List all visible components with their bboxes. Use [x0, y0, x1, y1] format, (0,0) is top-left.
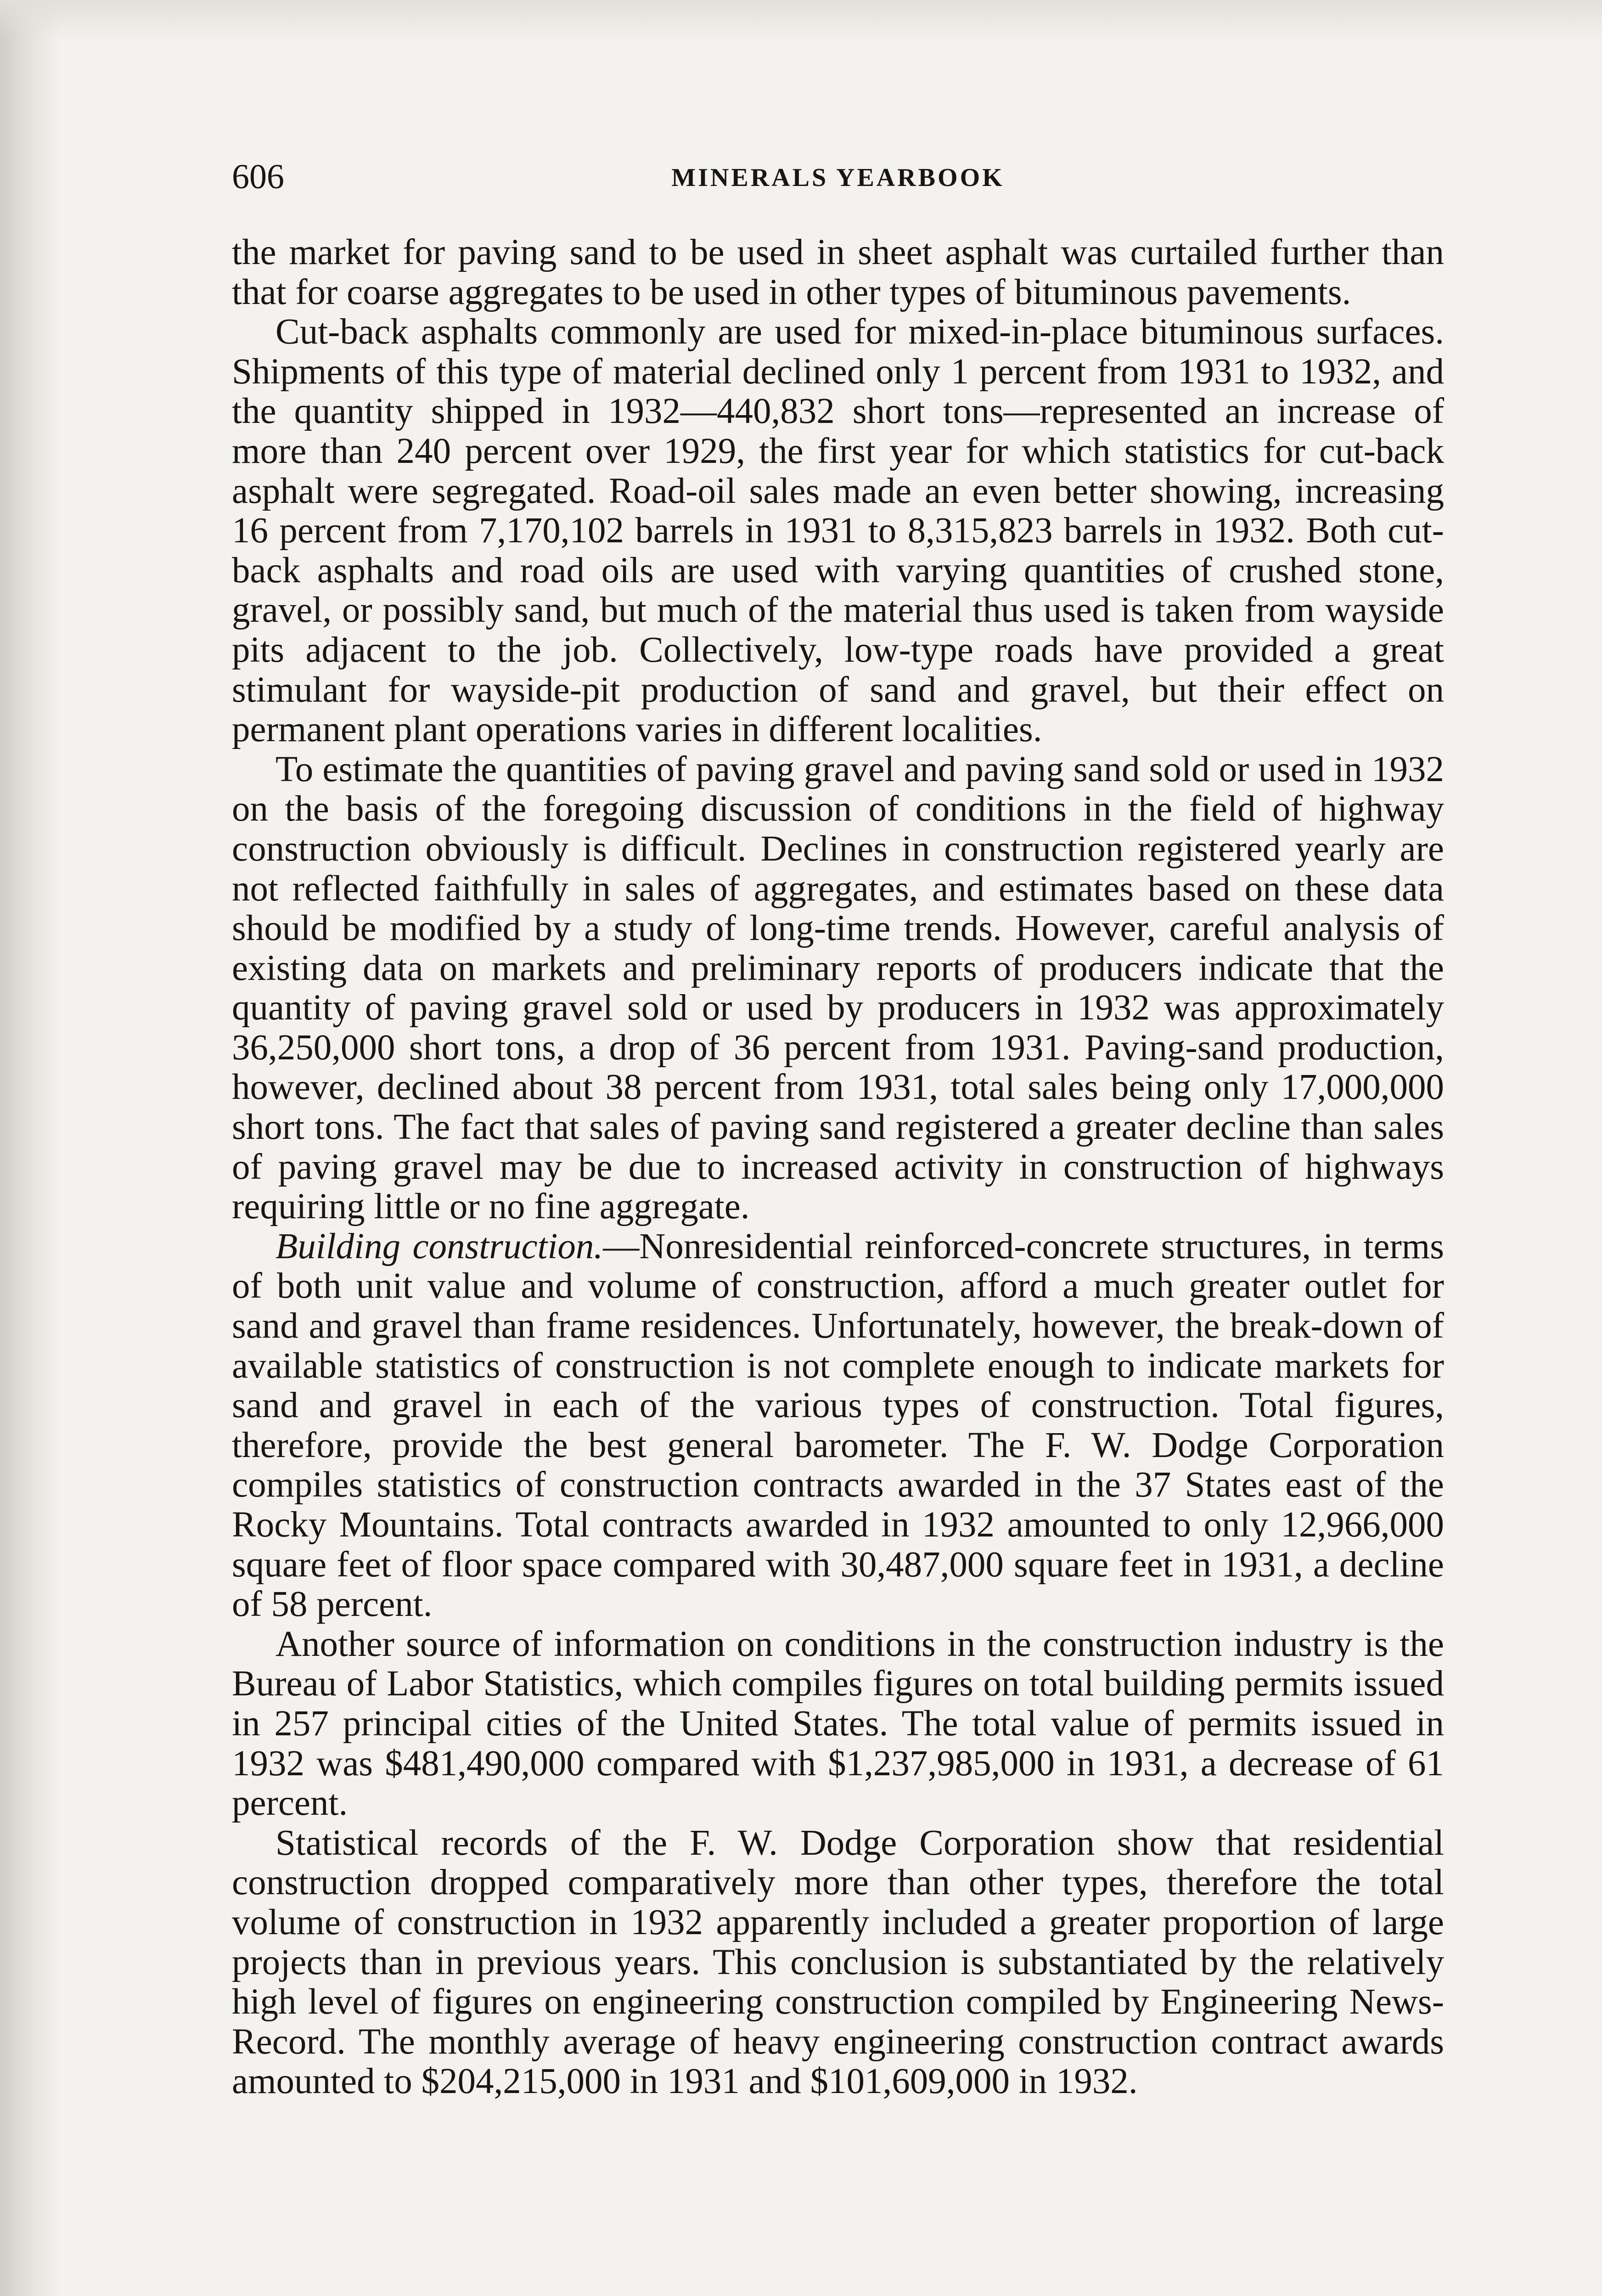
paragraph-building-construction-text: —Nonresidential reinforced-concrete structures, in terms of both unit value and volume of construction, afford a much greater outlet for sand and gravel than frame residences. Unfortunately, however, the break-down of available statistics of construction is not complete enough to indicate markets for sand and gravel in each of the various types of construction. Total figures, therefore, provide the best general barometer. The F. W. Dodge Corporation compiles statistics of construction contracts awarded in the 37 States east of the Rocky Mountains. Total contracts awarded in 1932 amounted to only 12,966,000 square feet of floor space compared with 30,487,000 square feet in 1931, a decline of 58 percent.	[232, 1226, 1444, 1625]
paragraph-cut-back-asphalts: Cut-back asphalts commonly are used for mixed-in-place bituminous surfaces. Shipments of this type of material declined only 1 percent from 1931 to 1932, and the quantity shipped in 1932—440,832 short tons—represented an increase of more than 240 percent over 1929, the first year for which statistics for cut-back asphalt were segregated. Road-oil sales made an even better showing, increasing 16 percent from 7,170,102 barrels in 1931 to 8,315,823 barrels in 1932. Both cut-back asphalts and road oils are used with varying quantities of crushed stone, gravel, or possibly sand, but much of the material thus used is taken from wayside pits adjacent to the job. Collectively, low-type roads have provided a great stimulant for wayside-pit production of sand and gravel, but their effect on permanent plant operations varies in different localities.	[232, 312, 1444, 750]
header-title: MINERALS YEARBOOK	[671, 163, 1005, 192]
paragraph-continued: the market for paving sand to be used in sheet asphalt was curtailed further than that for coarse aggregates to be used in other types of bituminous pavements.	[232, 232, 1444, 312]
section-run-in-heading: Building construction.	[275, 1226, 603, 1266]
body-text	[232, 233, 1444, 2102]
paragraph-building-permits: Another source of information on conditions in the construction industry is the Bureau of Labor Statistics, which compiles figures on total building permits issued in 257 principal cities of the United States. The total value of permits issued in 1932 was $481,490,000 compared with $1,237,985,000 in 1931, a decrease of 61 percent.	[232, 1624, 1444, 1823]
page-number: 606	[232, 158, 284, 196]
document-page	[232, 154, 1444, 2102]
paragraph-engineering-construction: Statistical records of the F. W. Dodge Corporation show that residential construction dropped comparatively more than other types, therefore the total volume of construction in 1932 apparently included a greater proportion of large projects than in previous years. This conclusion is substantiated by the relatively high level of figures on engineering construction compiled by Engineering News-Record. The monthly average of heavy engineering construction contract awards amounted to $204,215,000 in 1931 and $101,609,000 in 1932.	[232, 1823, 1444, 2102]
scan-top-shading	[0, 0, 1602, 41]
running-head	[232, 154, 1444, 204]
scan-edge-shadow	[0, 0, 60, 2296]
paragraph-building-construction	[232, 1227, 1444, 1625]
paragraph-paving-estimates: To estimate the quantities of paving gravel and paving sand sold or used in 1932 on the basis of the foregoing discussion of conditions in the field of highway construction obviously is difficult. Declines in construction registered yearly are not reflected faithfully in sales of aggregates, and estimates based on these data should be modified by a study of long-time trends. However, careful analysis of existing data on markets and preliminary reports of producers indicate that the quantity of paving gravel sold or used by producers in 1932 was approximately 36,250,000 short tons, a drop of 36 percent from 1931. Paving-sand production, however, declined about 38 percent from 1931, total sales being only 17,000,000 short tons. The fact that sales of paving sand registered a greater decline than sales of paving gravel may be due to increased activity in construction of highways requiring little or no fine aggregate.	[232, 749, 1444, 1227]
